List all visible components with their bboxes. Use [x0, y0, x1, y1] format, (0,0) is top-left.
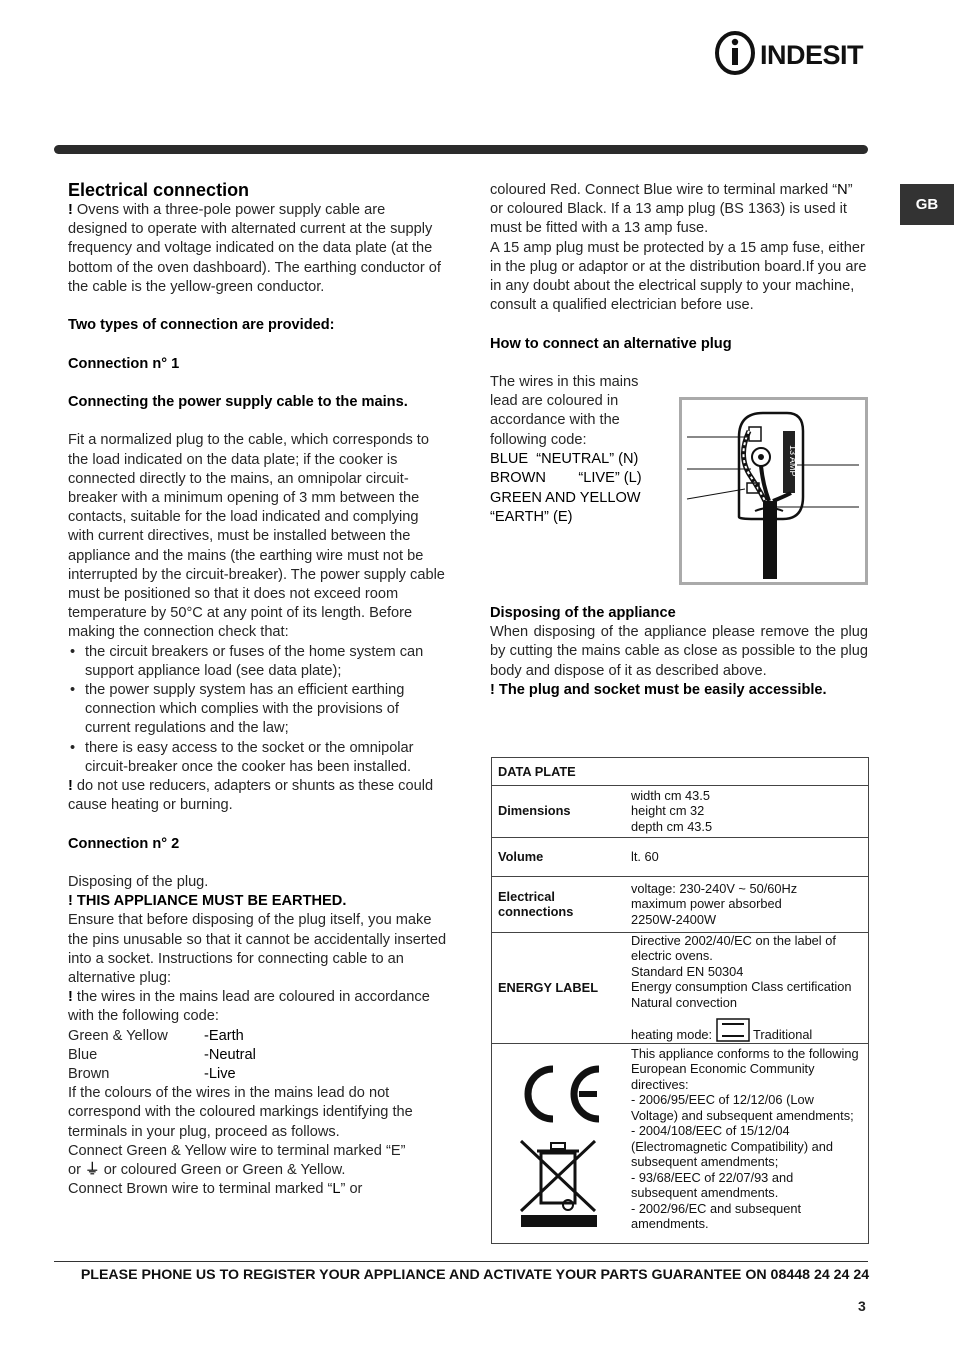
terminal-n: N: [837, 182, 848, 198]
connection-1-text: Fit a normalized plug to the cable, which corresponds to the load indicated on the data plate; if the cooker is connected directly to the mains, an omnipolar circuit-breaker with a minimum opening of 3 mm between the contacts, suitable for the load indicated and complying with current directives, must be installed between the appliance and the mains (the earthing wire must not be interrupted by the circuit-breaker). The power supply cable must be positioned so that it does not exceed room temperature by 50°C at any point of its length. Before making the connection check that:: [68, 432, 445, 641]
data-plate-table: [491, 757, 869, 1244]
wires-code-intro: [68, 988, 448, 1026]
list-item: • there is easy access to the socket or the omnipolar circuit-breaker once the cooker has been installed.: [68, 739, 448, 777]
wire-colour: Brown: [68, 1066, 110, 1083]
electrical-value: maximum power absorbed: [631, 896, 782, 912]
energy-label: ENERGY LABEL: [492, 932, 625, 1043]
alternative-plug-text: The wires in this mains lead are coloured in accordance with the following code:: [490, 374, 639, 448]
heating-mode-label: heating mode:: [631, 1027, 713, 1042]
accessible-warning: ! The plug and socket must be easily accessible.: [490, 681, 827, 698]
plug-wiring-diagram: [679, 397, 868, 585]
wire-code-row: [68, 1046, 448, 1065]
indesit-logo: [714, 30, 874, 76]
connect-green-text: [68, 1142, 448, 1180]
energy-value: Energy consumption Class certification Natural convection: [631, 979, 852, 1010]
energy-values: [625, 932, 868, 1043]
intro-paragraph: [68, 201, 448, 297]
brand-name: INDESIT: [760, 40, 864, 70]
left-column: [68, 179, 448, 1199]
reducers-warning: [68, 777, 448, 815]
energy-value: Standard EN 50304: [631, 963, 744, 979]
wire-colour: Green & Yellow: [68, 1027, 168, 1044]
earth-symbol: ⏚: [85, 1162, 100, 1179]
warning-mark: !: [68, 202, 73, 218]
wire-meaning: -Earth: [204, 1027, 244, 1044]
ce-weee-icon: [509, 1057, 609, 1227]
language-tab: GB: [900, 184, 954, 225]
fuse-text: A 15 amp plug must be protected by a 15 amp fuse, either in the plug or adaptor or at the distribution board.If you are in any doubt about the electrical supply to your machine, consult a qualified electrician before use.: [490, 239, 867, 314]
connect-green-part: Connect Green & Yellow wire to terminal marked “E”: [68, 1142, 406, 1159]
conformity-line: - 2002/96/EC and subsequent amendments.: [631, 1200, 802, 1231]
connect-brown-part: Connect Brown wire to terminal marked “: [68, 1181, 333, 1198]
plug-code: BROWN “LIVE” (L): [490, 470, 642, 487]
disposing-plug-label: Disposing of the plug.: [68, 874, 209, 891]
dimension-value: height cm 32: [631, 803, 705, 819]
connection-1-heading: Connection n° 1: [68, 355, 180, 372]
footer-divider: [54, 1261, 868, 1262]
alternative-plug-heading: How to connect an alternative plug: [490, 335, 732, 352]
data-plate-title: DATA PLATE: [498, 763, 576, 779]
disposing-heading: Disposing of the appliance: [490, 605, 676, 621]
terminal-l: L: [332, 1181, 341, 1198]
wire-meaning: -Live: [204, 1066, 236, 1083]
continuation-part: coloured Red. Connect Blue wire to terminal marked “: [490, 182, 838, 198]
earthed-warning: ! THIS APPLIANCE MUST BE EARTHED.: [68, 893, 347, 910]
fuse-label: 13 AMP: [788, 445, 798, 477]
plug-code: “EARTH” (E): [490, 509, 573, 526]
dimension-value: depth cm 43.5: [631, 818, 713, 834]
reducers-text: do not use reducers, adapters or shunts as these could cause heating or burning.: [68, 778, 434, 814]
plug-code: GREEN AND YELLOW: [490, 489, 641, 506]
wire-code-row: [68, 1065, 448, 1084]
connection-1-subheading: Connecting the power supply cable to the mains.: [68, 393, 408, 410]
volume-value: lt. 60: [625, 837, 868, 876]
electrical-label: Electrical connections: [492, 876, 625, 932]
connect-green-part: or coloured Green or Green & Yellow.: [99, 1162, 346, 1179]
list-item: • the circuit breakers or fuses of the home system can support appliance load (see data plate);: [68, 643, 448, 681]
electrical-value: 2250W-2400W: [631, 911, 717, 927]
intro-text: Ovens with a three-pole power supply cable are designed to operate with alternated current at the supply frequency and voltage indicated on the data plate (at the bottom of the oven dashboard). The earthing conductor of the cable is the yellow-green conductor.: [68, 202, 441, 295]
wires-text: the wires in the mains lead are coloured in accordance with the following code:: [68, 989, 430, 1025]
conformity-line: - 93/68/EEC of 22/07/93 and subsequent amendments.: [631, 1169, 794, 1200]
conformity-line: - 2004/108/EEC of 15/12/04 (Electromagnetic Compatibility) and subsequent amendments;: [631, 1123, 833, 1169]
two-types-heading: Two types of connection are provided:: [68, 317, 335, 334]
dimension-value: width cm 43.5: [631, 787, 710, 803]
plug-code: BLUE “NEUTRAL” (N): [490, 450, 639, 467]
warning-mark: !: [68, 989, 73, 1006]
list-item: • the power supply system has an efficient earthing connection which complies with the provisions of current regulations and the law;: [68, 681, 448, 739]
conformity-line: This appliance conforms to the following European Economic Community directives:: [631, 1045, 859, 1092]
continuation-text: [490, 181, 868, 239]
energy-value: Directive 2002/40/EC on the label of electric ovens.: [631, 932, 836, 963]
wire-meaning: -Neutral: [204, 1046, 256, 1063]
check-list: [68, 643, 448, 777]
connection-2-heading: Connection n° 2: [68, 835, 180, 852]
section-title: Electrical connection: [68, 180, 250, 200]
wire-code-row: [68, 1027, 448, 1046]
electrical-values: [625, 876, 868, 932]
plug-diagram-icon: [679, 397, 868, 585]
registration-phone-notice: PLEASE PHONE US TO REGISTER YOUR APPLIANCE AND ACTIVATE YOUR PARTS GUARANTEE ON 08448 24 24 24: [80, 1267, 870, 1283]
page-number: 3: [858, 1298, 866, 1314]
connect-brown-part: ” or: [340, 1181, 363, 1198]
oven-top-bottom-heat-icon: [716, 1018, 750, 1042]
header-divider-bar: [54, 145, 868, 154]
indesit-logo-icon: [714, 30, 874, 76]
mismatch-text: If the colours of the wires in the mains lead do not correspond with the coloured markings identifying the terminals in your plug, proceed as follows.: [68, 1085, 413, 1140]
dimensions-label: Dimensions: [492, 785, 625, 837]
disposing-section: [490, 604, 868, 700]
disposing-text: When disposing of the appliance please remove the plug by cutting the mains cable as close as possible to the plug body and dispose of it as described above.: [490, 624, 868, 679]
dimensions-values: [625, 785, 868, 837]
heating-mode: [631, 1018, 862, 1043]
heating-mode-value: Traditional: [753, 1027, 813, 1042]
wire-colour: Blue: [68, 1046, 98, 1063]
compliance-marks: [492, 1043, 625, 1243]
conformity-line: - 2006/95/EEC of 12/12/06 (Low Voltage) and subsequent amendments;: [631, 1092, 854, 1123]
electrical-value: voltage: 230-240V ~ 50/60Hz: [631, 880, 798, 896]
continuation-part: ” or coloured Black. If a 13 amp plug (BS 1363) is used it must be fitted with a 13 amp fuse.: [490, 182, 853, 237]
connect-green-part: or: [68, 1162, 86, 1179]
volume-label: Volume: [492, 837, 625, 876]
ensure-text: Ensure that before disposing of the plug itself, you make the pins unusable so that it cannot be accidentally inserted into a socket. Instructions for connecting cable to an alternative plug:: [68, 912, 447, 987]
warning-mark: !: [68, 778, 73, 795]
connect-brown-text: [68, 1180, 448, 1199]
conformity-text: [625, 1043, 868, 1243]
